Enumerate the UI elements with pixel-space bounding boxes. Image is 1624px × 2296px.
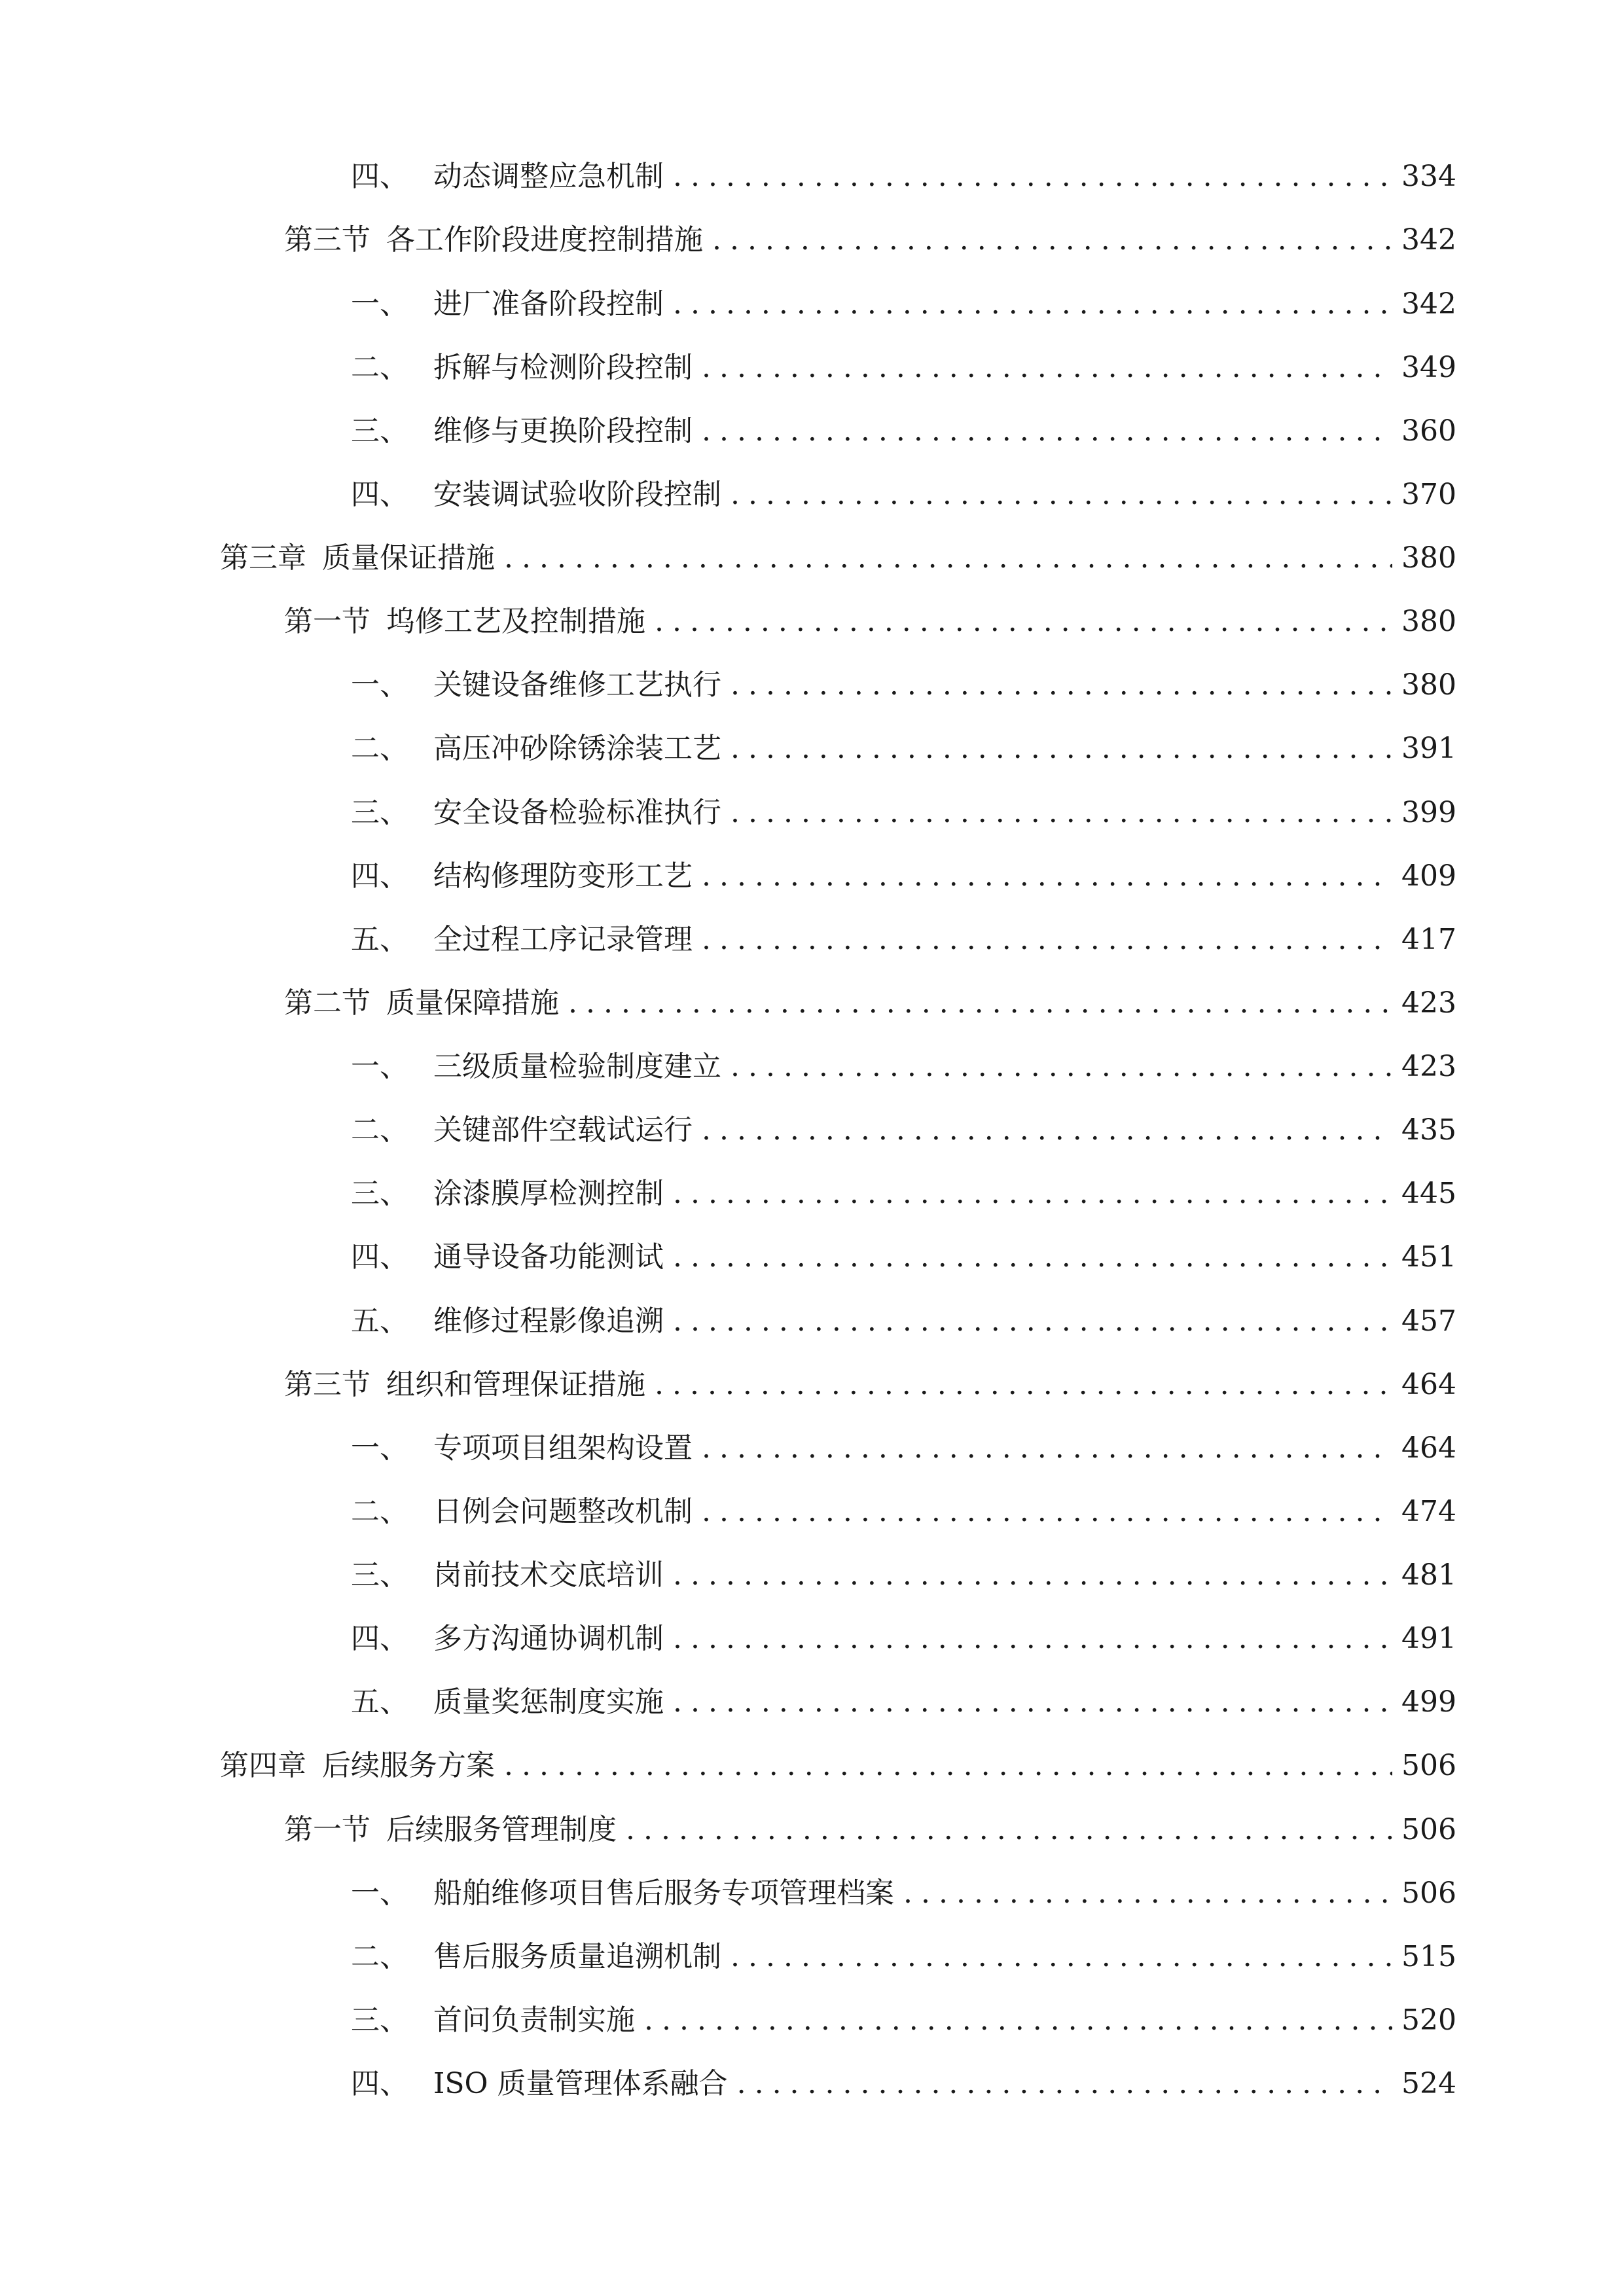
toc-dot-leader	[568, 980, 1392, 1027]
toc-entry-title: 质量保证措施	[322, 541, 495, 575]
toc-entry-page: 520	[1401, 2003, 1456, 2037]
toc-entry[interactable]	[351, 1933, 1456, 1981]
toc-dot-leader	[702, 408, 1392, 455]
toc-dot-leader	[731, 789, 1392, 836]
toc-entry-number: 四、	[351, 1240, 408, 1274]
toc-entry-title: 多方沟通协调机制	[433, 1622, 664, 1655]
toc-entry-number: 一、	[351, 287, 408, 321]
toc-dot-leader	[655, 598, 1392, 645]
toc-entry-page: 435	[1401, 1113, 1456, 1147]
toc-dot-leader	[702, 344, 1392, 391]
toc-entry-number: 五、	[351, 923, 408, 956]
toc-entry-title: 拆解与检测阶段控制	[433, 351, 693, 384]
toc-entry-number: 二、	[351, 1495, 408, 1528]
toc-entry-title: 维修与更换阶段控制	[433, 414, 693, 448]
toc-entry-number: 第一节	[284, 605, 370, 638]
toc-dot-leader	[702, 1107, 1392, 1154]
toc-entry-page: 334	[1401, 160, 1456, 193]
toc-entry-number: 一、	[351, 1050, 408, 1083]
toc-entry-page: 370	[1401, 478, 1456, 511]
toc-dot-leader	[702, 1425, 1392, 1472]
toc-entry-number: 三、	[351, 1558, 408, 1592]
toc-entry-page: 417	[1401, 923, 1456, 956]
toc-entry[interactable]	[351, 1170, 1456, 1217]
toc-entry-title: 后续服务管理制度	[386, 1813, 617, 1846]
toc-entry-page: 464	[1401, 1431, 1456, 1465]
toc-entry-number: 四、	[351, 478, 408, 511]
toc-dot-leader	[903, 1870, 1392, 1917]
toc-entry-page: 409	[1401, 859, 1456, 893]
toc-entry-number: 第三节	[284, 223, 370, 257]
toc-entry-page: 342	[1401, 287, 1456, 321]
toc-entry-page: 491	[1401, 1622, 1456, 1655]
toc-dot-leader	[702, 853, 1392, 900]
toc-entry-title: 结构修理防变形工艺	[433, 859, 693, 893]
toc-dot-leader	[702, 916, 1392, 963]
toc-entry-title: 涂漆膜厚检测控制	[433, 1177, 664, 1210]
toc-entry[interactable]	[351, 1997, 1456, 2044]
toc-dot-leader	[673, 153, 1392, 200]
toc-entry[interactable]	[351, 789, 1456, 836]
toc-entry[interactable]	[284, 980, 1456, 1027]
toc-entry[interactable]	[351, 1552, 1456, 1599]
toc-entry[interactable]	[284, 217, 1456, 264]
toc-entry-title: 安全设备检验标准执行	[433, 796, 721, 829]
toc-dot-leader	[673, 1170, 1392, 1217]
toc-entry-title: 全过程工序记录管理	[433, 923, 693, 956]
toc-entry-page: 360	[1401, 414, 1456, 448]
toc-entry[interactable]	[351, 853, 1456, 900]
toc-entry-title: ISO 质量管理体系融合	[433, 2067, 728, 2100]
toc-entry-number: 三、	[351, 796, 408, 829]
toc-entry-title: 进厂准备阶段控制	[433, 287, 664, 321]
toc-entry-number: 四、	[351, 1622, 408, 1655]
toc-entry-page: 506	[1401, 1749, 1456, 1782]
toc-entry[interactable]	[351, 1488, 1456, 1535]
toc-entry[interactable]	[351, 1870, 1456, 1917]
toc-entry-number: 三、	[351, 2003, 408, 2037]
toc-entry[interactable]	[284, 1806, 1456, 1854]
toc-entry-number: 四、	[351, 859, 408, 893]
toc-entry-title: 三级质量检验制度建立	[433, 1050, 721, 1083]
toc-entry[interactable]	[351, 1234, 1456, 1281]
toc-entry[interactable]	[220, 535, 1456, 582]
toc-entry-page: 380	[1401, 605, 1456, 638]
toc-entry-number: 五、	[351, 1304, 408, 1338]
toc-entry[interactable]	[351, 1043, 1456, 1090]
toc-entry-page: 380	[1401, 541, 1456, 575]
toc-entry[interactable]	[284, 1361, 1456, 1408]
toc-entry[interactable]	[351, 344, 1456, 391]
toc-entry-title: 售后服务质量追溯机制	[433, 1940, 721, 1973]
toc-entry[interactable]	[351, 281, 1456, 328]
toc-entry-number: 一、	[351, 1876, 408, 1910]
toc-dot-leader	[731, 1043, 1392, 1090]
toc-entry-title: 专项项目组架构设置	[433, 1431, 693, 1465]
toc-dot-leader	[504, 1742, 1392, 1789]
toc-dot-leader	[702, 1488, 1392, 1535]
toc-entry[interactable]	[220, 1742, 1456, 1789]
toc-entry-page: 481	[1401, 1558, 1456, 1592]
toc-entry-number: 四、	[351, 160, 408, 193]
toc-entry-page: 506	[1401, 1876, 1456, 1910]
toc-entry[interactable]	[351, 153, 1456, 200]
toc-entry-page: 474	[1401, 1495, 1456, 1528]
toc-entry-title: 各工作阶段进度控制措施	[386, 223, 703, 257]
toc-entry-page: 380	[1401, 668, 1456, 702]
toc-entry-title: 岗前技术交底培训	[433, 1558, 664, 1592]
toc-entry-number: 第一节	[284, 1813, 370, 1846]
toc-dot-leader	[731, 662, 1392, 709]
toc-entry[interactable]	[351, 1615, 1456, 1662]
toc-entry-title: 后续服务方案	[322, 1749, 495, 1782]
toc-entry-number: 第三节	[284, 1368, 370, 1401]
toc-entry-page: 464	[1401, 1368, 1456, 1401]
toc-entry-title: 关键设备维修工艺执行	[433, 668, 721, 702]
toc-entry-page: 349	[1401, 351, 1456, 384]
toc-dot-leader	[712, 217, 1392, 264]
toc-entry-number: 二、	[351, 732, 408, 765]
toc-entry-number: 五、	[351, 1685, 408, 1719]
toc-entry-title: 关键部件空载试运行	[433, 1113, 693, 1147]
toc-entry-page: 524	[1401, 2067, 1456, 2100]
toc-dot-leader	[673, 1234, 1392, 1281]
toc-entry-number: 第四章	[220, 1749, 306, 1782]
toc-dot-leader	[644, 1997, 1392, 2044]
toc-dot-leader	[737, 2060, 1392, 2108]
toc-dot-leader	[673, 1679, 1392, 1726]
toc-entry-title: 动态调整应急机制	[433, 160, 664, 193]
toc-entry-title: 日例会问题整改机制	[433, 1495, 693, 1528]
toc-entry-page: 391	[1401, 732, 1456, 765]
toc-entry[interactable]	[351, 662, 1456, 709]
toc-entry[interactable]	[351, 2060, 1456, 2108]
toc-entry[interactable]	[351, 916, 1456, 963]
toc-entry-page: 399	[1401, 796, 1456, 829]
toc-entry-number: 一、	[351, 668, 408, 702]
toc-entry-number: 二、	[351, 1940, 408, 1973]
toc-entry-number: 四、	[351, 2067, 408, 2100]
toc-entry-page: 506	[1401, 1813, 1456, 1846]
toc-entry-title: 质量保障措施	[386, 986, 559, 1020]
toc-entry-title: 质量奖惩制度实施	[433, 1685, 664, 1719]
toc-dot-leader	[731, 471, 1392, 518]
toc-entry-title: 船舶维修项目售后服务专项管理档案	[433, 1876, 894, 1910]
toc-entry-title: 高压冲砂除锈涂装工艺	[433, 732, 721, 765]
toc-dot-leader	[731, 1933, 1392, 1981]
toc-entry-page: 451	[1401, 1240, 1456, 1274]
toc-entry-page: 423	[1401, 986, 1456, 1020]
toc-entry-page: 423	[1401, 1050, 1456, 1083]
toc-entry-title: 首问负责制实施	[433, 2003, 635, 2037]
toc-entry[interactable]	[351, 471, 1456, 518]
toc-entry-number: 三、	[351, 414, 408, 448]
toc-dot-leader	[673, 281, 1392, 328]
toc-entry[interactable]	[351, 408, 1456, 455]
toc-dot-leader	[626, 1806, 1392, 1854]
toc-dot-leader	[504, 535, 1392, 582]
toc-entry-number: 第二节	[284, 986, 370, 1020]
toc-entry-title: 维修过程影像追溯	[433, 1304, 664, 1338]
toc-entry-number: 第三章	[220, 541, 306, 575]
toc-entry-number: 二、	[351, 351, 408, 384]
toc-entry-title: 通导设备功能测试	[433, 1240, 664, 1274]
toc-entry[interactable]	[351, 725, 1456, 772]
toc-entry-page: 342	[1401, 223, 1456, 257]
toc-entry-number: 二、	[351, 1113, 408, 1147]
toc-entry-page: 445	[1401, 1177, 1456, 1210]
toc-entry[interactable]	[351, 1107, 1456, 1154]
toc-entry-page: 515	[1401, 1940, 1456, 1973]
toc-entry[interactable]	[284, 598, 1456, 645]
toc-entry-page: 457	[1401, 1304, 1456, 1338]
toc-entry[interactable]	[351, 1425, 1456, 1472]
toc-entry-page: 499	[1401, 1685, 1456, 1719]
toc-dot-leader	[673, 1552, 1392, 1599]
toc-entry-number: 一、	[351, 1431, 408, 1465]
toc-entry[interactable]	[351, 1298, 1456, 1345]
toc-entry[interactable]	[351, 1679, 1456, 1726]
toc-dot-leader	[731, 725, 1392, 772]
toc-dot-leader	[655, 1361, 1392, 1408]
toc-entry-title: 组织和管理保证措施	[386, 1368, 645, 1401]
toc-dot-leader	[673, 1615, 1392, 1662]
toc-entry-number: 三、	[351, 1177, 408, 1210]
toc-dot-leader	[673, 1298, 1392, 1345]
toc-entry-title: 坞修工艺及控制措施	[386, 605, 645, 638]
toc-entry-title: 安装调试验收阶段控制	[433, 478, 721, 511]
